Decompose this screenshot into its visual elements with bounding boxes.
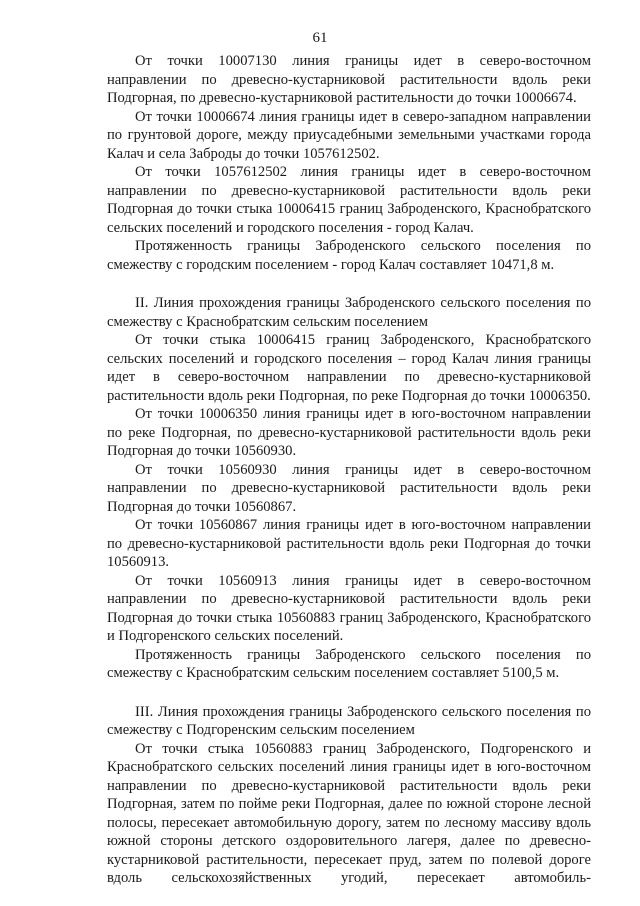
paragraph: Протяженность границы Заброденского сельского поселения по смежеству с Краснобратским сельским поселением составляет 5100,5 м. [107, 646, 591, 683]
paragraph: От точки 10560867 линия границы идет в юго-восточном направлении по древесно-кустарниковой растительности вдоль реки Подгорная до точки 10560913. [107, 516, 591, 572]
page-number: 61 [0, 29, 640, 48]
paragraph: От точки 10560913 линия границы идет в северо-восточном направлении по древесно-кустарниковой растительности вдоль реки Подгорная до точки стыка 10560883 границ Заброденского, Краснобратского и Подгоренского сельских поселений. [107, 572, 591, 646]
paragraph: От точки 10560930 линия границы идет в северо-восточном направлении по древесно-кустарниковой растительности вдоль реки Подгорная до точки 10560867. [107, 461, 591, 517]
paragraph: От точки стыка 10560883 границ Заброденского, Подгоренского и Краснобратского сельских поселений линия границы идет в юго-восточном направлении по древесно-кустарниковой растительности вдоль реки Подгорная, затем по пойме реки Подгорная, далее по южной стороне лесной полосы, пересекает автомобильную дорогу, затем по лесному массиву вдоль южной стороны детского оздоровительного лагеря, далее по древесно-кустарниковой растительности, пересекает пруд, затем по полевой дороге вдоль сельскохозяйственных угодий, пересекает автомобиль- [107, 740, 591, 906]
paragraph: От точки стыка 10006415 границ Заброденского, Краснобратского сельских поселений и городского поселения – город Калач линия границы идет в северо-восточном направлении по древесно-кустарниковой растительности вдоль реки Подгорная, по реке Подгорная до точки 10006350. [107, 331, 591, 405]
paragraph: От точки 10006674 линия границы идет в северо-западном направлении по грунтовой дороге, между приусадебными земельными участками города Калач и села Заброды до точки 1057612502. [107, 108, 591, 164]
section-heading: II. Линия прохождения границы Заброденского сельского поселения по смежеству с Краснобратским сельским поселением [107, 294, 591, 331]
section-gap [107, 683, 591, 703]
section-gap [107, 274, 591, 294]
document-body [107, 52, 591, 906]
section-heading: III. Линия прохождения границы Заброденского сельского поселения по смежеству с Подгоренским сельским поселением [107, 703, 591, 740]
paragraph: От точки 1057612502 линия границы идет в северо-восточном направлении по древесно-кустарниковой растительности вдоль реки Подгорная до точки стыка 10006415 границ Заброденского, Краснобратского сельских поселений и городского поселения - город Калач. [107, 163, 591, 237]
paragraph: Протяженность границы Заброденского сельского поселения по смежеству с городским поселением - город Калач составляет 10471,8 м. [107, 237, 591, 274]
paragraph: От точки 10007130 линия границы идет в северо-восточном направлении по древесно-кустарниковой растительности вдоль реки Подгорная, по древесно-кустарниковой растительности до точки 10006674. [107, 52, 591, 108]
paragraph: От точки 10006350 линия границы идет в юго-восточном направлении по реке Подгорная, по древесно-кустарниковой растительности вдоль реки Подгорная до точки 10560930. [107, 405, 591, 461]
